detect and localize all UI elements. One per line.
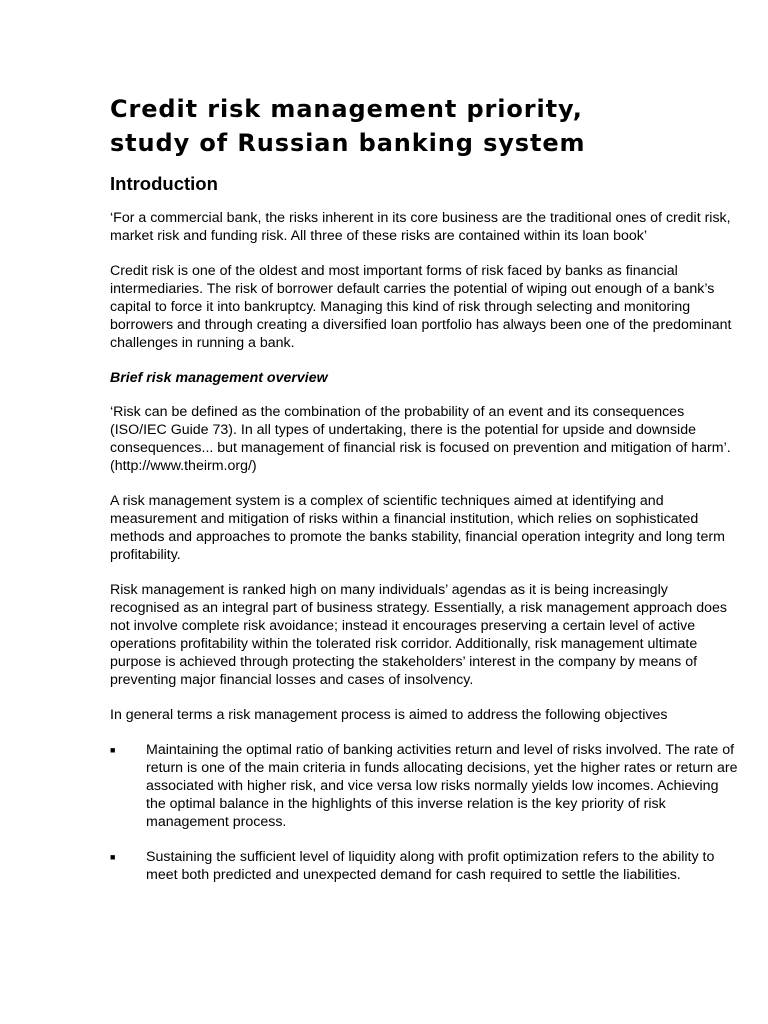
list-item [110,741,740,831]
title-line-1: Credit risk management priority, [110,95,583,123]
square-bullet-icon: ■ [110,745,116,755]
objectives-intro: In general terms a risk management process is aimed to address the following objectives [110,707,668,723]
ranking-paragraph: Risk management is ranked high on many individuals’ agendas as it is being increasingly recognised as an integral part of business strategy. Essentially, a risk management approach does not involve complete risk avoidance; instead it encourages preserving a certain level of active operations profitability within the tolerated risk corridor. Additionally, risk management ultimate purpose is achieved through protecting the stakeholders’ interest in the company by means of preventing major financial losses and cases of insolvency. [110,582,727,688]
square-bullet-icon: ■ [110,852,116,862]
overview-heading: Brief risk management overview [110,370,328,386]
document-title [110,92,740,160]
intro-paragraph: Credit risk is one of the oldest and most important forms of risk faced by banks as financial intermediaries. The risk of borrower default carries the potential of wiping out enough of a bank’s capital to force it into bankruptcy. Managing this kind of risk through selecting and monitoring borrowers and through creating a diversified loan portfolio has always been one of the predominant challenges in running a bank. [110,263,732,351]
title-line-2: study of Russian banking system [110,129,586,157]
intro-quote: ‘For a commercial bank, the risks inherent in its core business are the traditional ones of credit risk, market risk and funding risk. All three of these risks are contained within its loan book’ [110,210,731,244]
introduction-heading: Introduction [110,173,218,194]
objectives-list [110,741,740,884]
document-page [110,92,740,901]
list-item-text: Maintaining the optimal ratio of banking activities return and level of risks involved. The rate of return is one of the main criteria in funds allocating decisions, yet the higher rates or return are associated with higher risk, and vice versa low risks normally yields low incomes. Achieving the optimal balance in the highlights of this inverse relation is the key priority of risk management process. [146,742,738,830]
overview-quote: ‘Risk can be defined as the combination of the probability of an event and its consequences (ISO/IEC Guide 73). In all types of undertaking, there is the potential for upside and downside consequences... but management of financial risk is focused on prevention and mitigation of harm’. (http://www.theirm.org/) [110,404,731,474]
system-paragraph: A risk management system is a complex of scientific techniques aimed at identifying and measurement and mitigation of risks within a financial institution, which relies on sophisticated methods and approaches to promote the banks stability, financial operation integrity and long term profitability. [110,493,725,563]
list-item-text: Sustaining the sufficient level of liquidity along with profit optimization refers to the ability to meet both predicted and unexpected demand for cash required to settle the liabilities. [146,849,715,883]
list-item [110,848,740,884]
